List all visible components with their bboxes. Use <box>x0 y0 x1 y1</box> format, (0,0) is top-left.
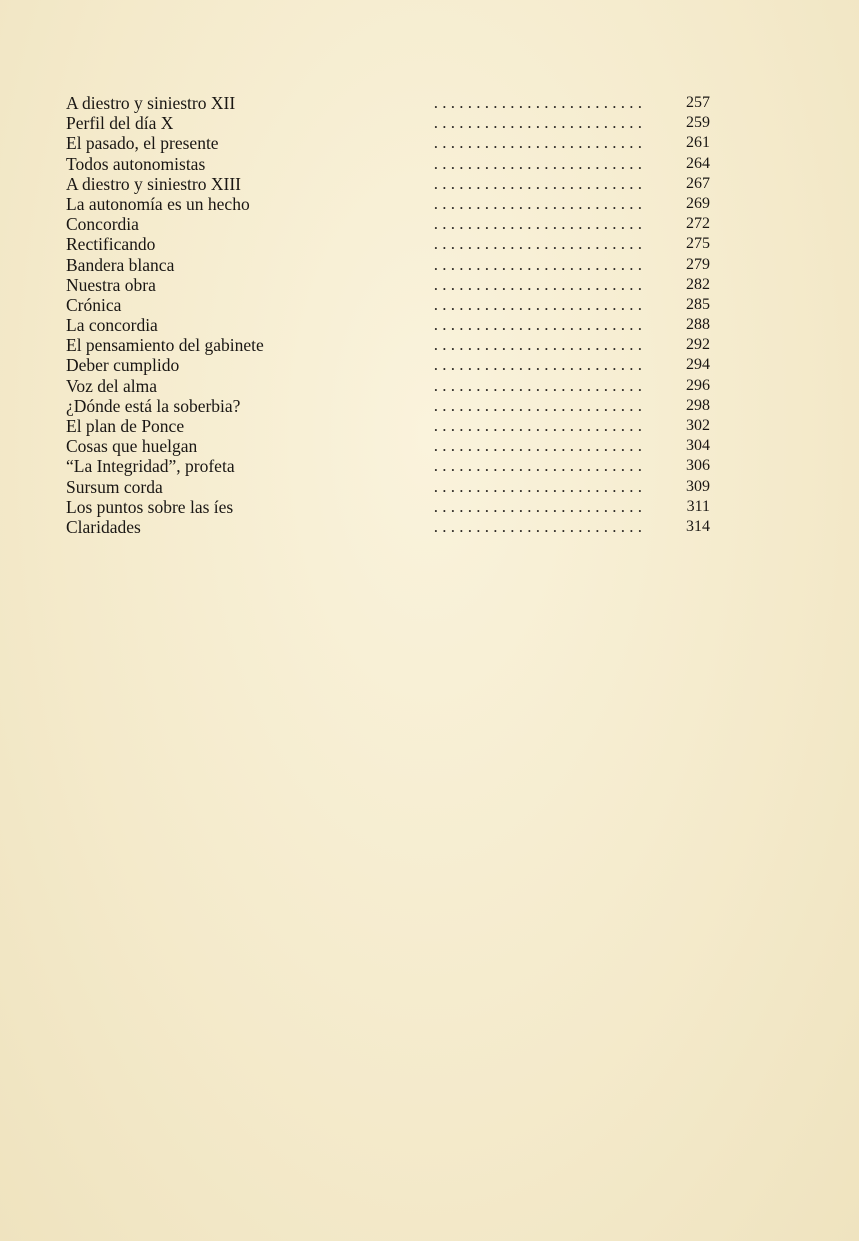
toc-entry-page: 279 <box>686 255 710 273</box>
toc-entry-title: “La Integridad”, profeta <box>66 456 235 477</box>
toc-entry <box>66 295 710 315</box>
toc-entry <box>66 376 710 396</box>
toc-entry-title: Nuestra obra <box>66 274 156 295</box>
dot-leader: . . . . . . . . . . . . . . . . . . . . . . . . . <box>433 234 642 254</box>
toc-entry-title: El pasado, el presente <box>66 133 219 154</box>
toc-entry <box>66 335 710 355</box>
toc-entry <box>66 133 710 153</box>
dot-leader: . . . . . . . . . . . . . . . . . . . . . . . . . <box>433 173 642 193</box>
toc-entry <box>66 255 710 275</box>
toc-entry-page: 282 <box>686 275 710 293</box>
toc-entry <box>66 214 710 234</box>
dot-leader: . . . . . . . . . . . . . . . . . . . . . . . . . <box>433 375 642 395</box>
toc-entry <box>66 456 710 476</box>
toc-entry-title: El pensamiento del gabinete <box>66 335 264 356</box>
toc-entry-page: 314 <box>686 517 710 535</box>
dot-leader: . . . . . . . . . . . . . . . . . . . . . . . . . <box>433 335 642 355</box>
dot-leader: . . . . . . . . . . . . . . . . . . . . . . . . . <box>433 496 642 516</box>
toc-entry-title: A diestro y siniestro XIII <box>66 173 241 194</box>
toc-entry-title: Cosas que huelgan <box>66 436 198 457</box>
toc-entry-title: La concordia <box>66 315 158 336</box>
toc-entry-title: Todos autonomistas <box>66 153 206 174</box>
dot-leader: . . . . . . . . . . . . . . . . . . . . . . . . . <box>433 153 642 173</box>
table-of-contents <box>66 93 710 537</box>
toc-entry <box>66 497 710 517</box>
toc-entry-title: Crónica <box>66 294 122 315</box>
toc-entry <box>66 477 710 497</box>
dot-leader: . . . . . . . . . . . . . . . . . . . . . . . . . <box>433 254 642 274</box>
toc-entry <box>66 194 710 214</box>
toc-entry <box>66 234 710 254</box>
toc-entry-page: 272 <box>686 215 710 233</box>
dot-leader: . . . . . . . . . . . . . . . . . . . . . . . . . <box>433 294 642 314</box>
toc-entry-page: 267 <box>686 174 710 192</box>
dot-leader: . . . . . . . . . . . . . . . . . . . . . . . . . <box>433 395 642 415</box>
toc-entry <box>66 416 710 436</box>
toc-entry-page: 306 <box>686 457 710 475</box>
toc-entry-title: Deber cumplido <box>66 355 180 376</box>
toc-entry-title: ¿Dónde está la soberbia? <box>66 395 241 416</box>
toc-entry <box>66 396 710 416</box>
toc-entry-page: 296 <box>686 376 710 394</box>
toc-entry-title: Sursum corda <box>66 476 163 497</box>
toc-entry-title: El plan de Ponce <box>66 416 185 436</box>
toc-entry <box>66 355 710 375</box>
toc-entry-title: Claridades <box>66 516 141 537</box>
toc-entry-title: Los puntos sobre las íes <box>66 496 234 517</box>
toc-entry-title: A diestro y siniestro XII <box>66 93 236 113</box>
toc-entry-title: Rectificando <box>66 234 156 255</box>
dot-leader: . . . . . . . . . . . . . . . . . . . . . . . . . <box>433 133 642 153</box>
toc-entry-page: 259 <box>686 114 710 132</box>
toc-entry-page: 302 <box>686 417 710 434</box>
toc-entry <box>66 93 710 113</box>
dot-leader: . . . . . . . . . . . . . . . . . . . . . . . . . <box>433 355 642 375</box>
toc-entry <box>66 174 710 194</box>
toc-entry-page: 304 <box>686 437 710 455</box>
toc-entry-page: 285 <box>686 295 710 313</box>
dot-leader: . . . . . . . . . . . . . . . . . . . . . . . . . <box>433 436 642 456</box>
dot-leader: . . . . . . . . . . . . . . . . . . . . . . . . . <box>433 214 642 234</box>
toc-entry <box>66 436 710 456</box>
dot-leader: . . . . . . . . . . . . . . . . . . . . . . . . . <box>433 416 642 435</box>
dot-leader: . . . . . . . . . . . . . . . . . . . . . . . . . <box>433 113 642 133</box>
toc-entry-page: 288 <box>686 316 710 334</box>
toc-entry-page: 261 <box>686 134 710 152</box>
toc-entry-page: 309 <box>686 477 710 495</box>
toc-entry-title: La autonomía es un hecho <box>66 193 250 214</box>
toc-entry-page: 292 <box>686 336 710 354</box>
dot-leader: . . . . . . . . . . . . . . . . . . . . . . . . . <box>433 93 642 112</box>
toc-entry <box>66 315 710 335</box>
toc-entry-page: 294 <box>686 356 710 374</box>
toc-entry-page: 311 <box>686 497 710 515</box>
toc-entry-title: Voz del alma <box>66 375 158 396</box>
toc-entry-page: 298 <box>686 396 710 414</box>
dot-leader: . . . . . . . . . . . . . . . . . . . . . . . . . <box>433 476 642 496</box>
dot-leader: . . . . . . . . . . . . . . . . . . . . . . . . . <box>433 516 642 536</box>
toc-entry-page: 275 <box>686 235 710 253</box>
toc-entry-title: Perfil del día X <box>66 113 174 134</box>
toc-entry <box>66 275 710 295</box>
toc-entry-title: Bandera blanca <box>66 254 175 275</box>
dot-leader: . . . . . . . . . . . . . . . . . . . . . . . . . <box>433 193 642 213</box>
dot-leader: . . . . . . . . . . . . . . . . . . . . . . . . . <box>433 456 642 476</box>
dot-leader: . . . . . . . . . . . . . . . . . . . . . . . . . <box>433 315 642 335</box>
toc-entry-page: 264 <box>686 154 710 172</box>
toc-entry <box>66 517 710 537</box>
toc-entry <box>66 113 710 133</box>
toc-entry-title: Concordia <box>66 214 139 235</box>
toc-entry <box>66 154 710 174</box>
toc-entry-page: 257 <box>686 94 710 111</box>
toc-entry-page: 269 <box>686 194 710 212</box>
dot-leader: . . . . . . . . . . . . . . . . . . . . . . . . . <box>433 274 642 294</box>
